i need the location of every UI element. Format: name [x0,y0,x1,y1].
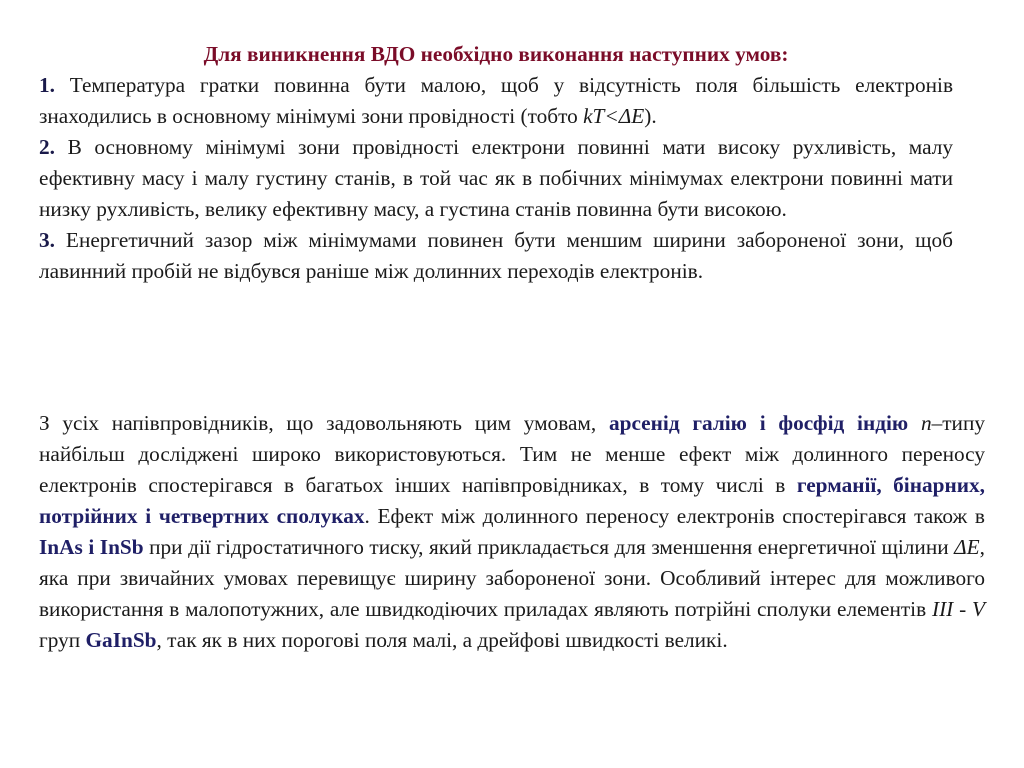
conditions-heading: Для виникнення ВДО необхідно виконання наступних умов: [203,42,789,66]
condition-text-end: ). [644,104,657,128]
condition-number: 1. [39,73,55,97]
condition-number: 2. [39,135,55,159]
highlight-compounds: германії, бінарних, потрійних і четвертних сполуках [39,473,985,528]
text-run: груп [39,628,86,652]
italic-iii-v: III - V [931,597,985,621]
text-run [908,411,921,435]
highlight-gaas-inp: арсенід галію і фосфід індію [608,411,909,435]
highlight-gainsb: GaInSb [85,628,157,652]
condition-formula: kT<ΔE [583,104,645,128]
condition-number: 3. [39,228,55,252]
text-run: З усіх напівпровідників, що задовольняють цим умовам, [39,411,609,435]
text-run: –типу найбільш досліджені широко використовуються. Тим не менше ефект між долинного переносу електронів спостерігався в багатьох інших напівпровідниках, в тому числі в [39,411,985,497]
semiconductors-paragraph [39,408,985,656]
italic-n: n [920,411,932,435]
highlight-inas-insb: InAs і InSb [39,535,144,559]
condition-item-2 [39,132,953,225]
text-run: при дії гідростатичного тиску, який прикладається для зменшення енергетичної щілини [143,535,955,559]
text-run: , так як в них порогові поля малі, а дрейфові швидкості великі. [156,628,728,652]
text-run: , яка при звичайних умовах перевищує ширину забороненої зони. Особливий інтерес для можливого використання в малопотужних, але швидкодіючих приладах являють потрійні сполуки елементів [39,535,985,621]
italic-delta-e: ΔE [954,535,980,559]
semiconductors-text [39,408,985,656]
conditions-block [39,39,953,287]
condition-item-1 [39,70,953,132]
condition-text: Температура гратки повинна бути малою, щоб у відсутність поля більшість електронів знаходились в основному мінімумі зони провідності (тобто [39,73,953,128]
condition-item-3 [39,225,953,287]
condition-text: Енергетичний зазор між мінімумами повинен бути меншим ширини забороненої зони, щоб лавинний пробій не відбувся раніше між долинних переходів електронів. [39,228,953,283]
condition-text: В основному мінімумі зони провідності електрони повинні мати високу рухливість, малу ефективну масу і малу густину станів, в той час як в побічних мінімумах електрони повинні мати низку рухливість, велику ефективну масу, а густина станів повинна бути високою. [39,135,953,221]
text-run: . Ефект між долинного переносу електронів спостерігався також в [364,504,985,528]
